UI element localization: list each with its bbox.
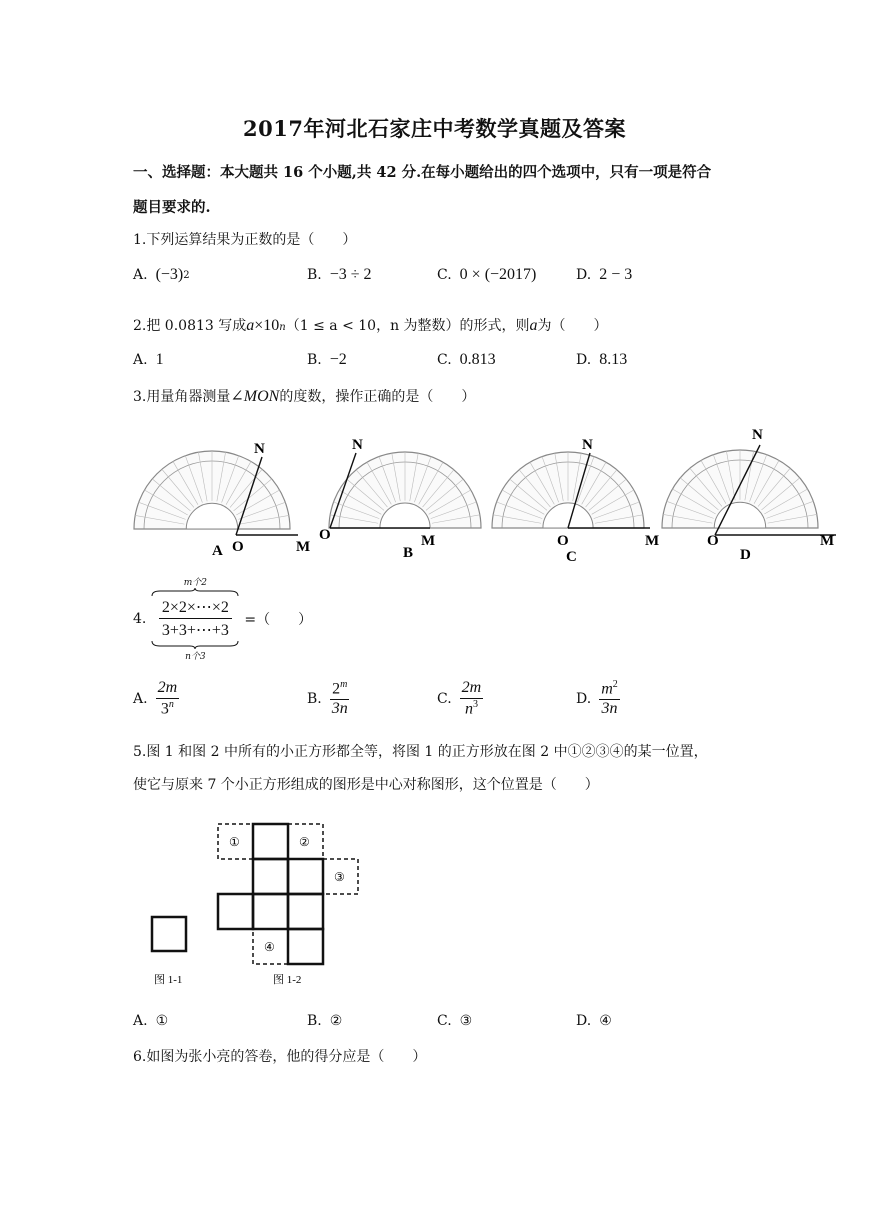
fraction-numerator: 2m [156, 680, 180, 699]
q5-option-b [307, 1013, 342, 1029]
point-n-label: N [582, 437, 593, 453]
q4-stem [133, 575, 312, 662]
figure-option-letter: C [566, 549, 577, 565]
option-label: A. [133, 1013, 148, 1029]
q4-number: 4. [133, 610, 147, 627]
option-label: D. [576, 267, 592, 283]
option-sup: 2 [183, 269, 190, 281]
q1-option-a [133, 266, 190, 284]
q5-stem-line2: 使它与原来 7 个小正方形组成的图形是中心对称图形，这个位置是（ ） [133, 777, 599, 793]
option-label: B. [307, 690, 322, 707]
option-fraction [599, 680, 620, 718]
option-label: C. [437, 352, 452, 368]
q5-option-c [437, 1013, 472, 1029]
q2-stem-a: a [529, 317, 538, 334]
option-label: C. [437, 267, 452, 283]
fraction-numerator: 2m [460, 680, 484, 699]
q4-tail: =（ ） [244, 611, 313, 628]
q4-fraction [150, 575, 240, 662]
option-fraction [460, 680, 484, 718]
q4-option-d [576, 680, 620, 718]
option-label: B. [307, 352, 322, 368]
q4-option-c [437, 680, 483, 718]
fraction-numerator: m [601, 680, 613, 698]
option-text: −3 ÷ 2 [329, 266, 372, 283]
marker-1: ① [229, 835, 240, 849]
q3-angle: ∠MON [230, 388, 280, 405]
q3-stem-suffix: 的度数，操作正确的是（ ） [279, 389, 476, 405]
fraction-num-sup: m [340, 679, 348, 690]
point-n-label: N [254, 441, 265, 457]
point-o-label: O [707, 533, 719, 549]
option-label: D. [576, 690, 592, 707]
q1-stem: 1.下列运算结果为正数的是（ ） [133, 232, 357, 248]
q2-stem [133, 315, 608, 335]
option-text: (−3) [155, 266, 184, 283]
point-o-label: O [319, 527, 331, 543]
option-label: D. [576, 1013, 592, 1029]
option-fraction [330, 680, 350, 718]
fraction-num-sup: 2 [612, 679, 618, 690]
q3-stem-prefix: 3.用量角器测量 [133, 389, 231, 405]
q2-option-a [133, 351, 164, 369]
q2-expr-times: ×10 [254, 317, 280, 334]
top-brace-icon [150, 588, 240, 597]
fraction-denominator: 3 [160, 700, 169, 718]
point-m-label: M [645, 533, 660, 549]
q2-stem-mid: （1 ≤ a < 10，n 为整数）的形式，则 [285, 318, 530, 334]
page-title: 2017年河北石家庄中考数学真题及答案 [243, 116, 626, 141]
option-text: 0.813 [459, 351, 496, 368]
q2-option-d [576, 351, 627, 369]
fraction-den-sup: n [168, 698, 174, 710]
figure-option-letter: D [740, 547, 751, 563]
point-o-label: O [557, 533, 569, 549]
fraction-denominator: n [464, 700, 473, 718]
q4-numerator: 2×2×⋯×2 [159, 597, 232, 619]
q4-bottom-brace-label: n个3 [185, 652, 206, 662]
q2-option-c [437, 351, 496, 369]
q4-option-a [133, 680, 179, 718]
q2-stem-suffix: 为（ ） [537, 318, 608, 334]
marker-4: ④ [264, 940, 275, 954]
q4-denominator: 3+3+⋯+3 [161, 622, 229, 639]
q5-figures [140, 815, 380, 995]
q4-top-brace-label: m个2 [183, 578, 207, 588]
q3-stem [133, 386, 475, 406]
point-n-label: N [752, 427, 763, 443]
fig2-caption: 图 1-2 [273, 974, 302, 986]
option-text: 1 [155, 351, 164, 368]
marker-2: ② [299, 835, 310, 849]
option-text: ① [155, 1013, 169, 1029]
protractor-figures [0, 415, 869, 565]
option-label: B. [307, 1013, 322, 1029]
figure-option-letter: B [403, 545, 414, 561]
option-label: A. [133, 690, 148, 707]
bottom-brace-icon [150, 640, 240, 649]
section-heading-line1: 一、选择题：本大题共 16 个小题,共 42 分.在每小题给出的四个选项中，只有一项是符合 [133, 164, 712, 181]
option-text: 2 − 3 [599, 266, 633, 283]
q1-option-d [576, 266, 632, 284]
point-m-label: M [820, 533, 835, 549]
q6-stem: 6.如图为张小亮的答卷，他的得分应是（ ） [133, 1049, 427, 1065]
q4-option-b [307, 680, 350, 718]
option-text: ② [329, 1013, 343, 1029]
q2-stem-prefix: 2.把 0.0813 写成 [133, 318, 247, 334]
figure-option-letter: A [212, 543, 223, 559]
q5-option-d [576, 1013, 612, 1029]
option-label: A. [133, 352, 148, 368]
option-label: B. [307, 267, 322, 283]
option-text: 0 × (−2017) [459, 266, 537, 283]
fraction-numerator: 2 [332, 680, 341, 698]
fraction-den-sup: 3 [472, 698, 478, 710]
option-text: ③ [459, 1013, 473, 1029]
point-n-label: N [352, 437, 363, 453]
option-label: A. [133, 267, 148, 283]
q5-option-a [133, 1013, 168, 1029]
option-text: 8.13 [599, 351, 628, 368]
option-fraction [156, 680, 180, 718]
fraction-denominator: 3n [601, 700, 618, 718]
option-label: C. [437, 690, 452, 707]
section-heading-line2: 题目要求的. [133, 199, 211, 216]
q2-option-b [307, 351, 347, 369]
marker-3: ③ [334, 870, 345, 884]
q2-expr-sup: n [279, 322, 286, 333]
fig1-square [152, 917, 186, 951]
q5-stem-line1: 5.图 1 和图 2 中所有的小正方形都全等，将图 1 的正方形放在图 2 中①②③④的某一位置， [133, 744, 708, 760]
option-label: D. [576, 352, 592, 368]
point-m-label: M [421, 533, 436, 549]
q1-option-c [437, 266, 536, 284]
q2-expr-a: a [246, 317, 255, 334]
q1-option-b [307, 266, 372, 284]
fig1-caption: 图 1-1 [154, 974, 183, 986]
option-text: −2 [329, 351, 347, 368]
point-o-label: O [232, 539, 244, 555]
option-label: C. [437, 1013, 452, 1029]
option-text: ④ [599, 1013, 612, 1029]
point-m-label: M [296, 539, 311, 555]
fraction-denominator: 3n [331, 700, 348, 718]
